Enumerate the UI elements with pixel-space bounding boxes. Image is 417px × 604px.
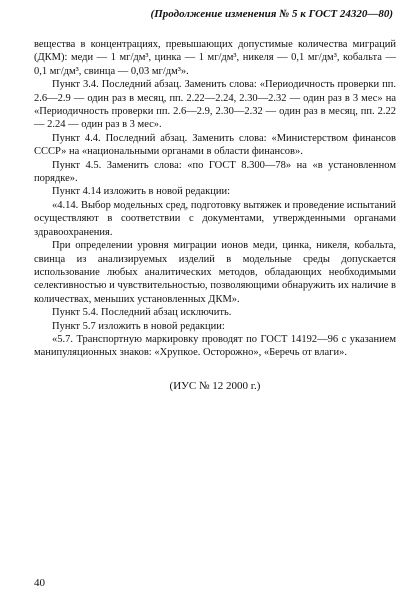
paragraph-migration-methods: При определении уровня миграции ионов меди, цинка, никеля, кобальта, свинца из анализируемых изделий в модельные среды допускается использование любых аналитических методов, обладающих необходимыми селективностью и чувствительностью, позволяющими обнаружить их наличие в количествах, меньших установленных ДКМ». bbox=[34, 240, 396, 305]
page-number: 40 bbox=[34, 577, 45, 589]
running-header: (Продолжение изменения № 5 к ГОСТ 24320—80) bbox=[150, 8, 393, 20]
paragraph-item-5-7-intro: Пункт 5.7 изложить в новой редакции: bbox=[52, 320, 225, 332]
paragraph-continuation: вещества в концентрациях, превышающих допустимые количества миграций (ДКМ): меди — 1 мг/дм³, цинка — 1 мг/дм³, никеля — 0,1 мг/дм³, кобальта — 0,1 мг/дм³, свинца — 0,03 мг/дм³». bbox=[34, 39, 396, 77]
paragraph-item-4-4: Пункт 4.4. Последний абзац. Заменить слова: «Министерством финансов СССР» на «национальными органами в области финансов». bbox=[34, 132, 396, 158]
paragraph-item-4-14-intro: Пункт 4.14 изложить в новой редакции: bbox=[52, 186, 230, 198]
paragraph-item-5-4: Пункт 5.4. Последний абзац исключить. bbox=[52, 307, 232, 319]
paragraph-item-3-4: Пункт 3.4. Последний абзац. Заменить слова: «Периодичность проверки пп. 2.6—2.9 — один раз в месяц, пп. 2.22—2.24, 2.30—2.32 — один раз в 3 мес» на «Периодичность проверки пп. 2.6—2.9, 2.30—2.32 — один раз в месяц, пп. 2.22— 2.24 — один раз в 3 мес». bbox=[34, 79, 396, 131]
paragraph-item-4-5: Пункт 4.5. Заменить слова: «по ГОСТ 8.300—78» на «в установленном порядке». bbox=[34, 159, 396, 185]
document-body bbox=[34, 38, 396, 393]
paragraph-item-5-7-text: «5.7. Транспортную маркировку проводят по ГОСТ 14192—96 с указанием манипуляционных знаков: «Хрупкое. Осторожно», «Беречь от влаги». bbox=[34, 333, 396, 359]
ius-reference: (ИУС № 12 2000 г.) bbox=[169, 379, 261, 392]
paragraph-item-4-14-text: «4.14. Выбор модельных сред, подготовку вытяжек и проведение испытаний осуществляют в соответствии с документами, утвержденными органами здравоохранения. bbox=[34, 199, 396, 238]
